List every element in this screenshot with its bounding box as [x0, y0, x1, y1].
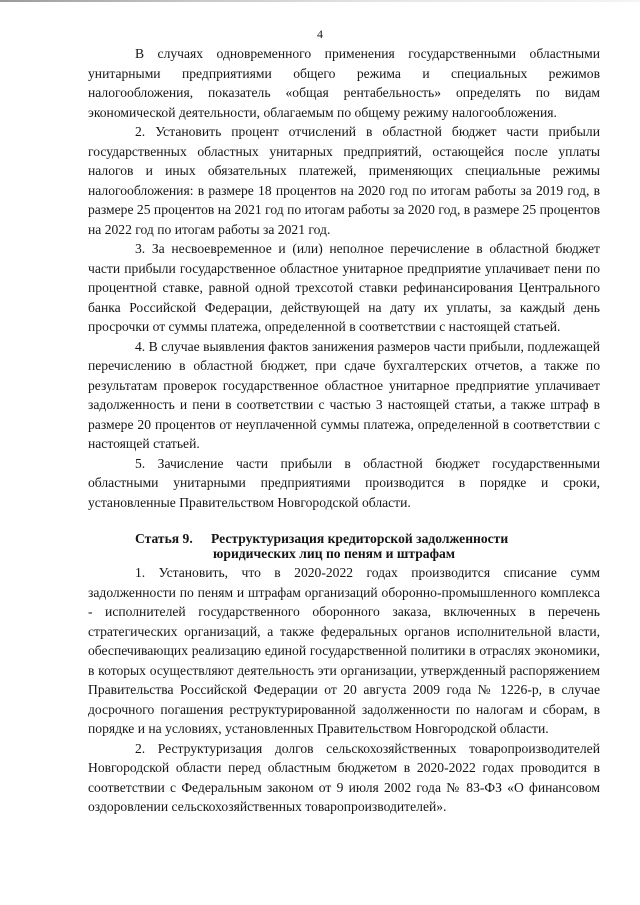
scan-edge-line: [0, 0, 640, 2]
paragraph-profit-crediting: 5. Зачисление части прибыли в областной бюджет государственными областными унитарными предприятиями производится в порядке и сроки, установленные Правительством Новгородской области.: [88, 455, 600, 510]
paragraph-underreporting-fine: 4. В случае выявления фактов занижения размеров части прибыли, подлежащей перечислению в областной бюджет, при сдаче бухгалтерских отчетов, а также по результатам проверок государственное областное унитарное предприятие уплачивает задолженность и пени в соответствии с частью 3 настоящей статьи, а также штраф в размере 20 процентов от неуплаченной суммы платежа, определенной в соответствии с настоящей статьей.: [88, 338, 600, 451]
paragraph-tax-regimes: В случаях одновременного применения государственными областными унитарными предприятиями общего режима и специальных режимов налогообложения, показатель «общая рентабельность» определять по видам экономической деятельности, облагаемым по общему режиму налогообложения.: [88, 46, 600, 120]
article-number: Статья 9.: [135, 531, 193, 546]
paragraph-agricultural-debt: 2. Реструктуризация долгов сельскохозяйственных товаропроизводителей Новгородской области перед областным бюджетом в 2020-2022 годах проводится в соответствии с Федеральным законом от 9 июля 2002 года № 83-ФЗ «О финансовом оздоровлении сельскохозяйственных товаропроизводителей».: [88, 740, 600, 814]
paragraph-debt-write-off: 1. Установить, что в 2020-2022 годах производится списание сумм задолженности по пеням и штрафам организаций оборонно-промышленного комплекса - исполнителей государственного оборонного заказа, включенных в перечень стратегических организаций, а также федеральных органов исполнительной власти, обеспечивающих реализацию единой государственной политики в отраслях экономики, в которых осуществляют деятельность эти организации, утвержденный распоряжением Правительства Российской Федерации от 20 августа 2009 года № 1226-р, в случае досрочного погашения реструктурированной задолженности по налогам и сборам, в порядке и на условиях, установленных Правительством Новгородской области.: [88, 565, 600, 736]
article-heading: [88, 531, 600, 561]
document-body: [88, 44, 600, 817]
paragraph-late-payment-penalty: 3. За несвоевременное и (или) неполное перечисление в областной бюджет части прибыли государственное областное унитарное предприятие уплачивает пени по процентной ставке, равной одной трехсотой ставки рефинансирования Центрального банка Российской Федерации, действующей на дату их уплаты, за каждый день просрочки от суммы платежа, определенной в соответствии с настоящей статьей.: [88, 241, 600, 334]
article-heading-line1: [88, 531, 600, 546]
article-title-line1: Реструктуризация кредиторской задолженности: [211, 531, 509, 546]
article-title-line2: юридических лиц по пеням и штрафам: [213, 546, 456, 561]
page-number: 4: [317, 27, 323, 41]
paragraph-profit-percentage: 2. Установить процент отчислений в областной бюджет части прибыли государственных областных унитарных предприятий, остающейся после уплаты налогов и иных обязательных платежей, применяющих специальные режимы налогообложения: в размере 18 процентов на 2020 год по итогам работы за 2019 год, в размере 25 процентов на 2021 год по итогам работы за 2020 год, в размере 25 процентов на 2022 год по итогам работы за 2021 год.: [88, 124, 600, 237]
